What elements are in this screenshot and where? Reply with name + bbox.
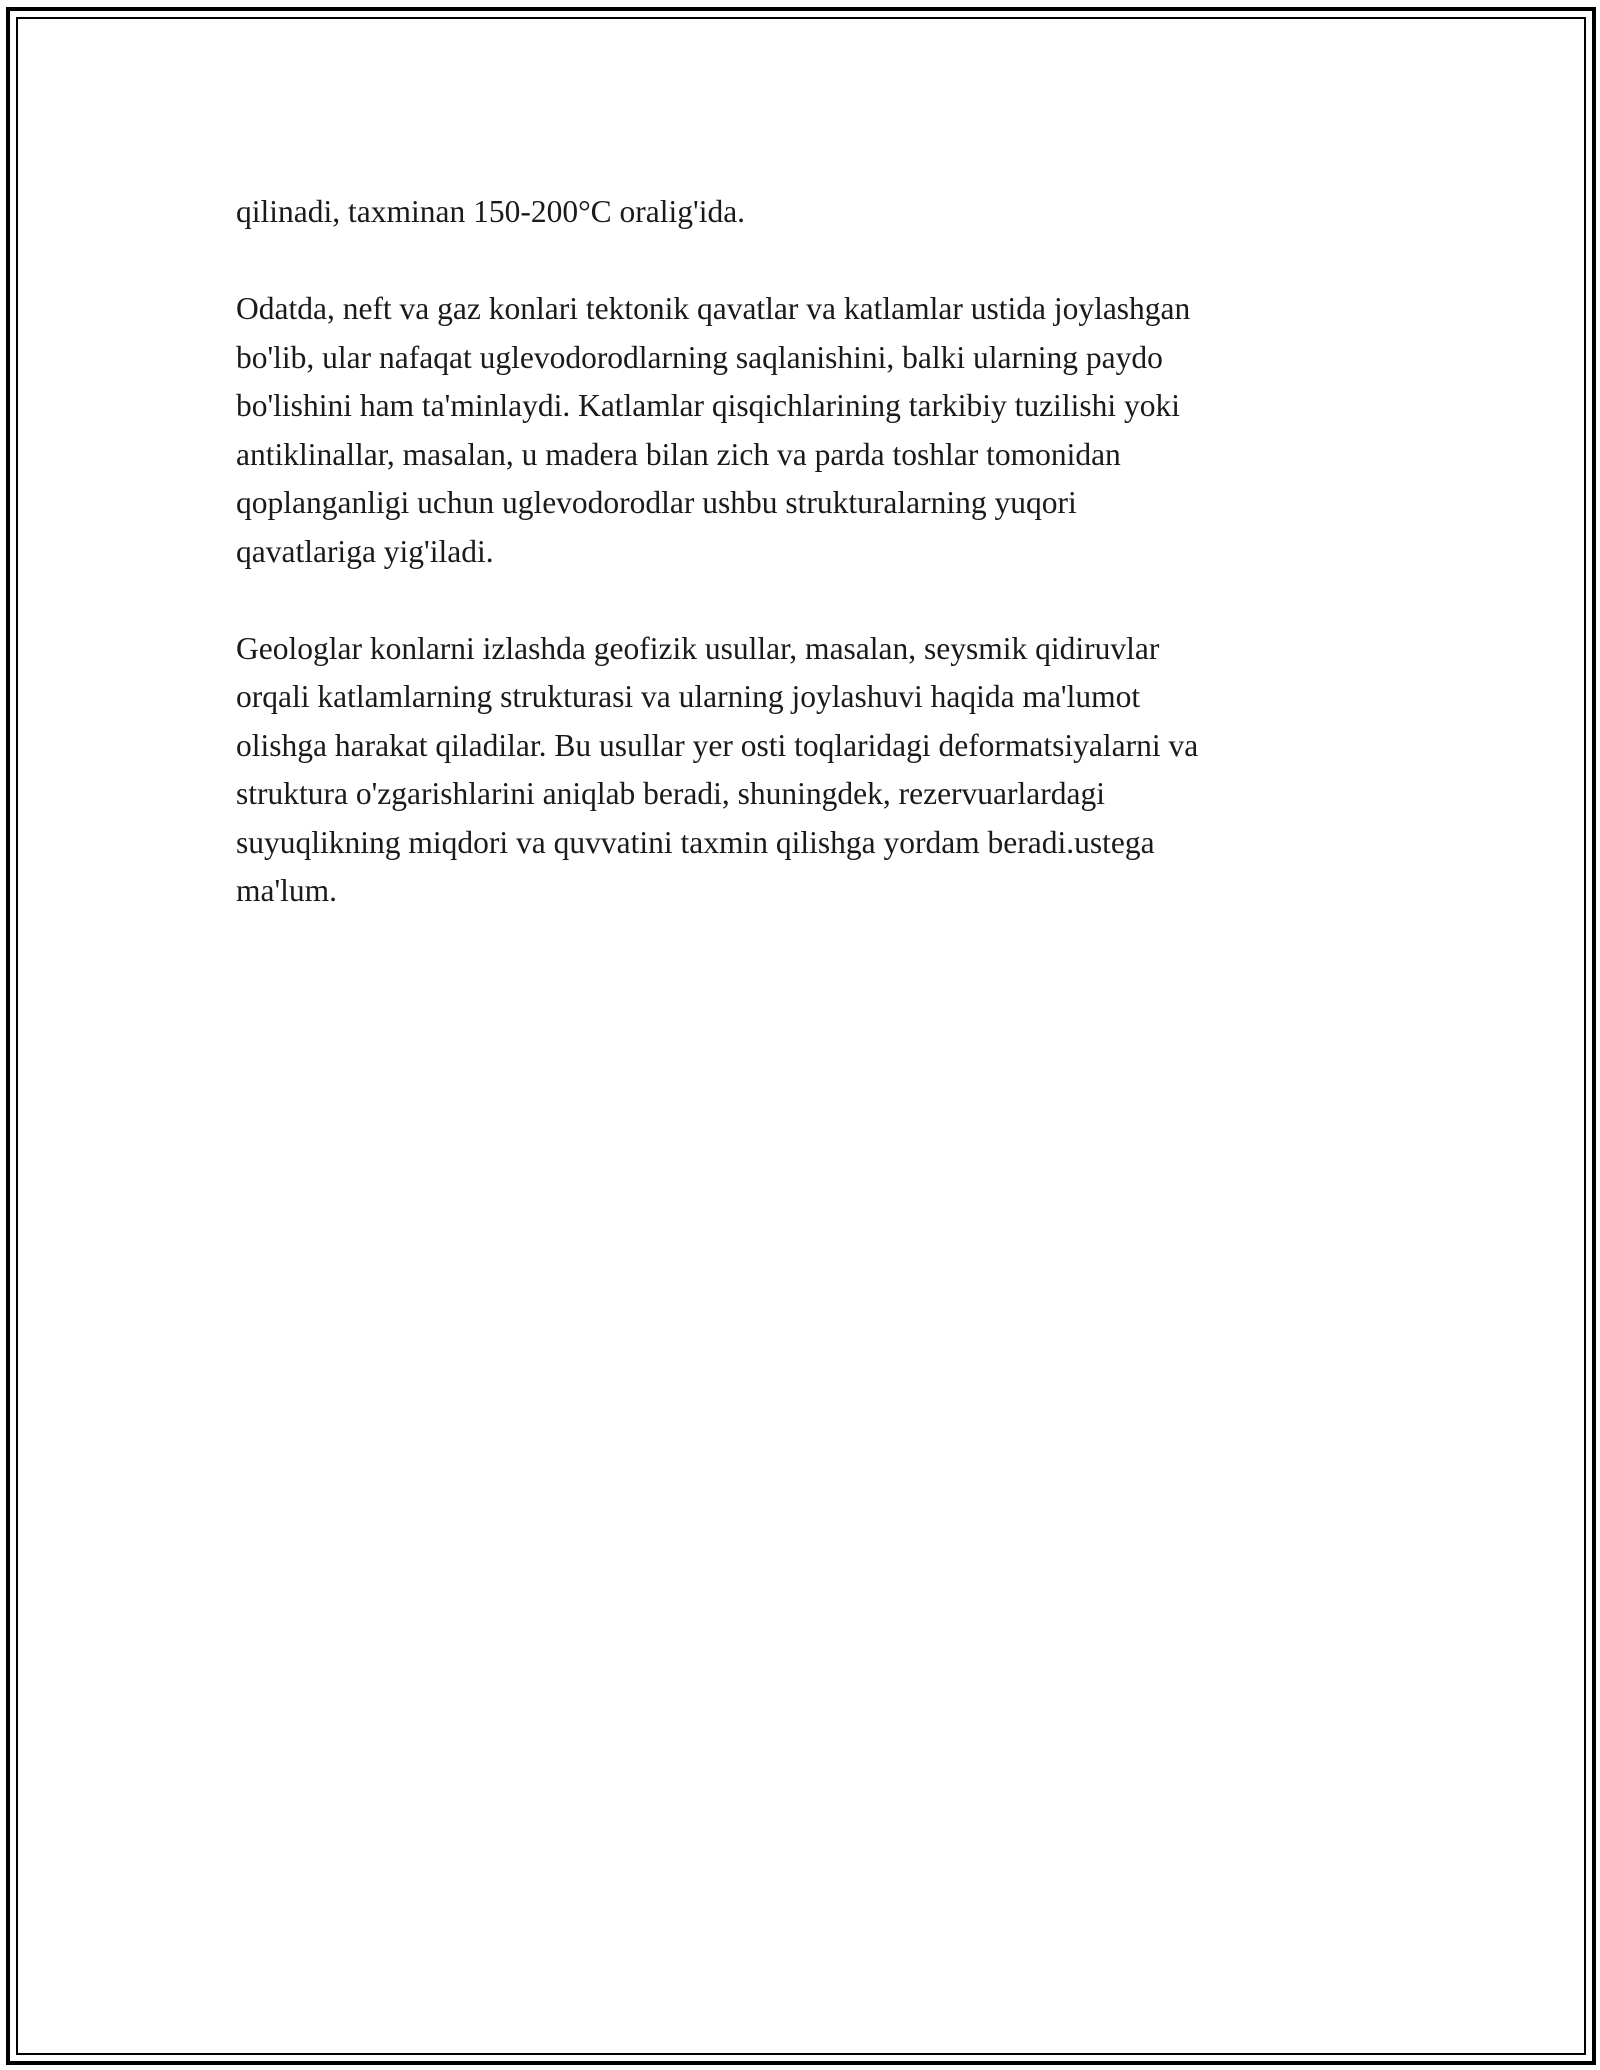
text-line: qilinadi, taxminan 150-200°C oralig'ida. <box>236 194 746 229</box>
text-line: antiklinallar, masalan, u madera bilan zich va parda toshlar tomonidan <box>236 436 1121 472</box>
text-line: Geologlar konlarni izlashda geofizik usullar, masalan, seysmik qidiruvlar <box>236 630 1160 666</box>
paragraph-1 <box>236 188 1376 237</box>
text-line: olishga harakat qiladilar. Bu usullar yer osti toqlaridagi deformatsiyalarni va <box>236 727 1199 763</box>
text-line: ma'lum. <box>236 873 338 908</box>
text-line: Odatda, neft va gaz konlari tektonik qavatlar va katlamlar ustida joylashgan <box>236 291 1191 326</box>
text-line: bo'lishini ham ta'minlaydi. Katlamlar qisqichlarining tarkibiy tuzilishi yoki <box>236 388 1180 423</box>
text-line: suyuqlikning miqdori va quvvatini taxmin qilishga yordam beradi.ustega <box>236 824 1155 860</box>
text-line: qavatlariga yig'iladi. <box>236 533 494 569</box>
paragraph-2 <box>236 285 1376 576</box>
text-line: orqali katlamlarning strukturasi va ularning joylashuvi haqida ma'lumot <box>236 679 1141 714</box>
paragraph-3 <box>236 625 1376 916</box>
document-body <box>236 188 1376 916</box>
text-line: bo'lib, ular nafaqat uglevodorodlarning saqlanishini, balki ularning paydo <box>236 339 1163 375</box>
text-line: struktura o'zgarishlarini aniqlab beradi, shuningdek, rezervuarlardagi <box>236 776 1105 811</box>
text-line: qoplanganligi uchun uglevodorodlar ushbu strukturalarning yuqori <box>236 485 1077 520</box>
